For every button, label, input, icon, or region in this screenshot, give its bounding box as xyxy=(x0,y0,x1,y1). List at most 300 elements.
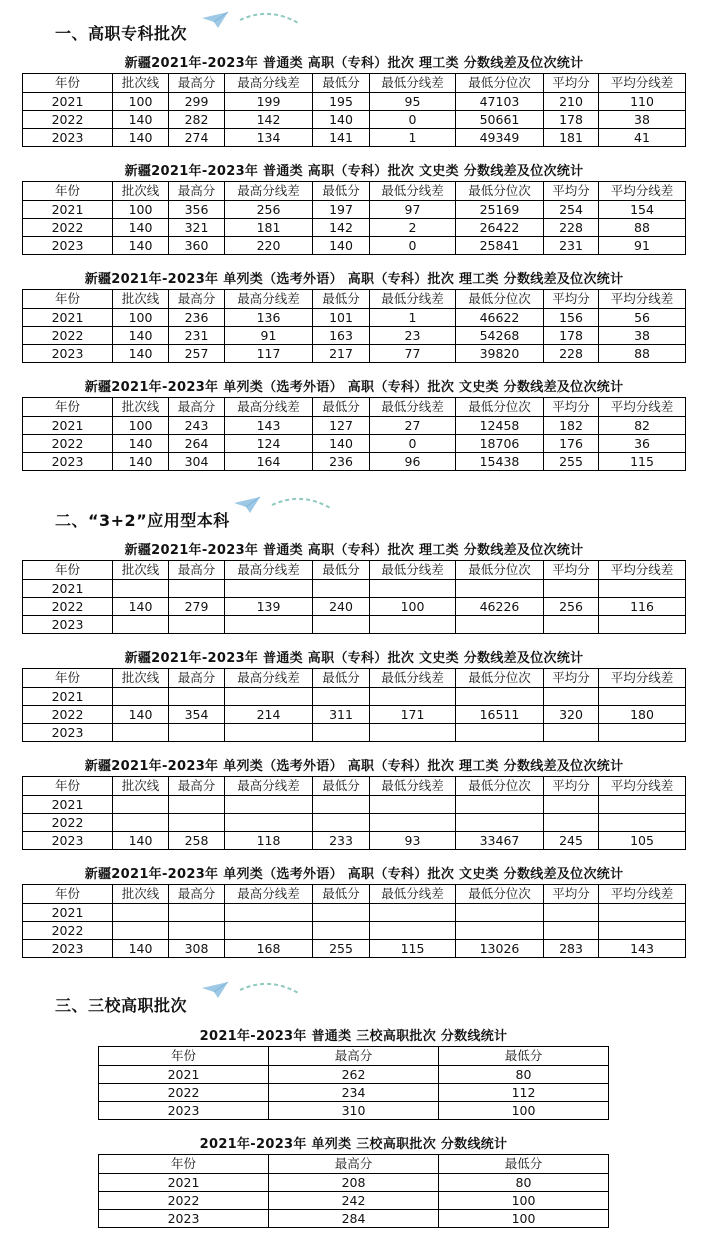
col-header: 平均分线差 xyxy=(599,398,686,417)
table-cell xyxy=(313,904,370,922)
table-cell: 100 xyxy=(113,309,169,327)
table-cell xyxy=(225,796,313,814)
table-cell: 2021 xyxy=(99,1174,269,1192)
table-cell: 156 xyxy=(544,309,599,327)
table-cell: 47103 xyxy=(456,93,544,111)
table-cell: 140 xyxy=(113,706,169,724)
table-cell: 100 xyxy=(113,417,169,435)
table-cell xyxy=(544,724,599,742)
table-cell: 96 xyxy=(370,453,456,471)
table-cell: 46226 xyxy=(456,598,544,616)
table-cell: 2022 xyxy=(23,814,113,832)
table-cell: 2023 xyxy=(23,453,113,471)
col-header: 最低分 xyxy=(313,290,370,309)
table-cell: 2023 xyxy=(23,832,113,850)
table-cell: 49349 xyxy=(456,129,544,147)
table-cell: 2023 xyxy=(23,616,113,634)
table-title: 新疆2021年-2023年 普通类 高职（专科）批次 理工类 分数线差及位次统计 xyxy=(124,56,584,71)
col-header: 平均分线差 xyxy=(599,182,686,201)
table-cell: 255 xyxy=(313,940,370,958)
col-header: 最高分线差 xyxy=(225,777,313,796)
table-cell: 264 xyxy=(169,435,225,453)
col-header: 平均分线差 xyxy=(599,561,686,580)
table-cell: 2022 xyxy=(23,922,113,940)
table-title: 新疆2021年-2023年 普通类 高职（专科）批次 文史类 分数线差及位次统计 xyxy=(124,651,584,666)
table-cell: 242 xyxy=(269,1192,439,1210)
table-cell: 233 xyxy=(313,832,370,850)
table-cell xyxy=(225,724,313,742)
col-header: 批次线 xyxy=(113,182,169,201)
table-cell xyxy=(313,580,370,598)
col-header: 平均分 xyxy=(544,74,599,93)
table-cell: 46622 xyxy=(456,309,544,327)
col-header: 平均分线差 xyxy=(599,290,686,309)
stat-table xyxy=(22,270,686,363)
table-cell: 1 xyxy=(370,309,456,327)
table-row xyxy=(23,922,686,940)
table-cell: 0 xyxy=(370,435,456,453)
table-cell: 282 xyxy=(169,111,225,129)
table-cell: 2022 xyxy=(23,706,113,724)
table-cell: 2021 xyxy=(23,309,113,327)
table-cell: 356 xyxy=(169,201,225,219)
table-cell: 304 xyxy=(169,453,225,471)
col-header: 最高分线差 xyxy=(225,290,313,309)
paper-plane-icon xyxy=(200,978,310,1004)
table-cell xyxy=(313,814,370,832)
col-header: 最低分线差 xyxy=(370,669,456,688)
col-header: 最低分位次 xyxy=(456,669,544,688)
table-row xyxy=(23,327,686,345)
table-cell xyxy=(313,922,370,940)
table-cell: 2021 xyxy=(23,201,113,219)
table-cell: 56 xyxy=(599,309,686,327)
col-header: 平均分 xyxy=(544,561,599,580)
table-cell: 354 xyxy=(169,706,225,724)
table-cell: 164 xyxy=(225,453,313,471)
col-header: 最低分位次 xyxy=(456,561,544,580)
table-cell: 100 xyxy=(439,1192,609,1210)
stat-table xyxy=(22,541,686,634)
col-header: 最高分 xyxy=(269,1155,439,1174)
table-cell xyxy=(313,796,370,814)
table-cell xyxy=(370,814,456,832)
table-cell: 283 xyxy=(544,940,599,958)
table-cell: 214 xyxy=(225,706,313,724)
table-cell: 124 xyxy=(225,435,313,453)
table-row xyxy=(23,796,686,814)
table-title: 新疆2021年-2023年 单列类（选考外语） 高职（专科）批次 理工类 分数线差及位次统计 xyxy=(84,272,624,287)
table-cell: 1 xyxy=(370,129,456,147)
table-cell: 258 xyxy=(169,832,225,850)
col-header: 最低分 xyxy=(439,1155,609,1174)
table-cell: 245 xyxy=(544,832,599,850)
table-cell: 228 xyxy=(544,219,599,237)
table-cell: 2022 xyxy=(23,111,113,129)
table-cell: 136 xyxy=(225,309,313,327)
table-row xyxy=(99,1066,609,1084)
table-cell: 310 xyxy=(269,1102,439,1120)
table-cell xyxy=(456,580,544,598)
table-cell: 254 xyxy=(544,201,599,219)
table-cell: 142 xyxy=(313,219,370,237)
table-cell: 38 xyxy=(599,111,686,129)
col-header: 最低分 xyxy=(313,182,370,201)
table-cell: 140 xyxy=(113,435,169,453)
table-cell xyxy=(370,688,456,706)
table-cell xyxy=(313,724,370,742)
table-cell: 82 xyxy=(599,417,686,435)
stat-table xyxy=(22,865,686,958)
table-cell: 163 xyxy=(313,327,370,345)
table-row xyxy=(99,1192,609,1210)
col-header: 最高分线差 xyxy=(225,561,313,580)
table-cell xyxy=(370,580,456,598)
stat-table xyxy=(22,378,686,471)
table-row xyxy=(23,129,686,147)
table-cell: 36 xyxy=(599,435,686,453)
table-cell xyxy=(544,616,599,634)
col-header: 平均分 xyxy=(544,885,599,904)
table-row xyxy=(23,706,686,724)
table-title: 新疆2021年-2023年 单列类（选考外语） 高职（专科）批次 文史类 分数线差及位次统计 xyxy=(84,867,624,882)
table-cell: 140 xyxy=(113,345,169,363)
table-row xyxy=(23,453,686,471)
table-cell: 140 xyxy=(113,598,169,616)
table-cell: 197 xyxy=(313,201,370,219)
table-cell: 154 xyxy=(599,201,686,219)
table-cell xyxy=(113,616,169,634)
table-cell xyxy=(169,616,225,634)
col-header: 平均分 xyxy=(544,777,599,796)
table-cell: 181 xyxy=(225,219,313,237)
col-header: 最高分 xyxy=(169,290,225,309)
col-header: 最高分 xyxy=(169,182,225,201)
table-cell: 255 xyxy=(544,453,599,471)
table-cell xyxy=(370,724,456,742)
table-cell: 182 xyxy=(544,417,599,435)
table-cell xyxy=(456,796,544,814)
stat-table xyxy=(22,54,686,147)
table-cell: 23 xyxy=(370,327,456,345)
table-cell: 27 xyxy=(370,417,456,435)
col-header: 最高分 xyxy=(169,777,225,796)
table-cell: 256 xyxy=(225,201,313,219)
table-cell: 112 xyxy=(439,1084,609,1102)
table-cell: 243 xyxy=(169,417,225,435)
col-header: 最高分线差 xyxy=(225,182,313,201)
table-cell: 2022 xyxy=(23,327,113,345)
table-cell: 105 xyxy=(599,832,686,850)
table-cell: 231 xyxy=(169,327,225,345)
table-cell xyxy=(225,688,313,706)
col-header: 最低分线差 xyxy=(370,777,456,796)
table-cell xyxy=(313,688,370,706)
table-cell: 210 xyxy=(544,93,599,111)
table-cell: 0 xyxy=(370,111,456,129)
col-header: 最低分 xyxy=(313,74,370,93)
table-cell xyxy=(544,904,599,922)
table-cell: 140 xyxy=(113,832,169,850)
table-cell xyxy=(456,688,544,706)
table-title: 2021年-2023年 单列类 三校高职批次 分数线统计 xyxy=(199,1137,508,1152)
col-header: 平均分 xyxy=(544,669,599,688)
table-title: 新疆2021年-2023年 单列类（选考外语） 高职（专科）批次 理工类 分数线差及位次统计 xyxy=(84,759,624,774)
table-cell: 140 xyxy=(113,237,169,255)
table-cell xyxy=(225,616,313,634)
table-cell: 2022 xyxy=(23,435,113,453)
col-header: 最低分线差 xyxy=(370,561,456,580)
table-cell xyxy=(169,904,225,922)
table-cell: 2022 xyxy=(23,598,113,616)
table-cell xyxy=(370,796,456,814)
table-row xyxy=(23,832,686,850)
table-cell: 308 xyxy=(169,940,225,958)
table-cell xyxy=(113,904,169,922)
table-cell: 115 xyxy=(370,940,456,958)
table-cell: 115 xyxy=(599,453,686,471)
table-cell: 80 xyxy=(439,1174,609,1192)
col-header: 最低分线差 xyxy=(370,182,456,201)
col-header: 年份 xyxy=(23,885,113,904)
table-row xyxy=(23,219,686,237)
table-row xyxy=(23,417,686,435)
table-cell xyxy=(599,922,686,940)
table-cell xyxy=(169,922,225,940)
stat-table xyxy=(22,757,686,850)
table-cell: 140 xyxy=(113,940,169,958)
table-row xyxy=(23,435,686,453)
table-cell: 25841 xyxy=(456,237,544,255)
table-cell: 18706 xyxy=(456,435,544,453)
col-header: 年份 xyxy=(23,182,113,201)
col-header: 最低分位次 xyxy=(456,74,544,93)
table-cell: 2022 xyxy=(99,1084,269,1102)
table-cell: 143 xyxy=(225,417,313,435)
table-cell xyxy=(113,814,169,832)
col-header: 最高分线差 xyxy=(225,398,313,417)
col-header: 平均分 xyxy=(544,398,599,417)
table-cell: 236 xyxy=(313,453,370,471)
table-cell xyxy=(544,814,599,832)
table-cell: 217 xyxy=(313,345,370,363)
col-header: 平均分 xyxy=(544,290,599,309)
col-header: 年份 xyxy=(23,74,113,93)
table-cell: 168 xyxy=(225,940,313,958)
table-cell: 299 xyxy=(169,93,225,111)
col-header: 批次线 xyxy=(113,398,169,417)
table-row xyxy=(23,309,686,327)
table-cell xyxy=(544,796,599,814)
table-cell xyxy=(599,688,686,706)
table-cell: 279 xyxy=(169,598,225,616)
stat-table xyxy=(22,649,686,742)
table-cell: 360 xyxy=(169,237,225,255)
table-cell: 110 xyxy=(599,93,686,111)
table-cell: 139 xyxy=(225,598,313,616)
table-cell: 2023 xyxy=(99,1102,269,1120)
table-row xyxy=(23,111,686,129)
table-cell: 176 xyxy=(544,435,599,453)
section-heading-3: 三、三校高职批次 xyxy=(55,996,188,1015)
table-cell: 140 xyxy=(113,129,169,147)
table-cell: 41 xyxy=(599,129,686,147)
table-cell: 2022 xyxy=(23,219,113,237)
col-header: 最高分 xyxy=(169,669,225,688)
table-cell: 274 xyxy=(169,129,225,147)
table-row xyxy=(23,814,686,832)
table-row xyxy=(23,345,686,363)
table-cell xyxy=(456,814,544,832)
table-cell: 284 xyxy=(269,1210,439,1228)
table-cell: 100 xyxy=(113,201,169,219)
table-cell xyxy=(599,724,686,742)
table-cell: 88 xyxy=(599,219,686,237)
table-cell: 140 xyxy=(113,453,169,471)
table-cell: 171 xyxy=(370,706,456,724)
col-header: 年份 xyxy=(99,1047,269,1066)
table-row xyxy=(23,598,686,616)
col-header: 年份 xyxy=(23,561,113,580)
table-cell xyxy=(113,688,169,706)
col-header: 平均分线差 xyxy=(599,74,686,93)
table-cell xyxy=(456,616,544,634)
col-header: 批次线 xyxy=(113,669,169,688)
table-cell: 2021 xyxy=(23,93,113,111)
table-cell xyxy=(370,904,456,922)
col-header: 最低分位次 xyxy=(456,885,544,904)
table-row xyxy=(23,616,686,634)
table-cell xyxy=(456,922,544,940)
col-header: 最低分线差 xyxy=(370,398,456,417)
table-cell xyxy=(599,814,686,832)
col-header: 平均分线差 xyxy=(599,669,686,688)
col-header: 批次线 xyxy=(113,74,169,93)
table-cell xyxy=(225,922,313,940)
table-cell: 141 xyxy=(313,129,370,147)
section-heading-2: 二、“3+2”应用型本科 xyxy=(55,511,230,530)
table-cell: 38 xyxy=(599,327,686,345)
table-cell xyxy=(599,580,686,598)
table-cell: 13026 xyxy=(456,940,544,958)
table-cell xyxy=(113,796,169,814)
col-header: 批次线 xyxy=(113,290,169,309)
col-header: 最高分线差 xyxy=(225,669,313,688)
table-cell: 231 xyxy=(544,237,599,255)
col-header: 最低分位次 xyxy=(456,290,544,309)
table-cell: 140 xyxy=(313,435,370,453)
table-cell: 178 xyxy=(544,327,599,345)
col-header: 最低分线差 xyxy=(370,885,456,904)
table-cell xyxy=(370,616,456,634)
table-cell: 88 xyxy=(599,345,686,363)
table-cell: 39820 xyxy=(456,345,544,363)
col-header: 最低分位次 xyxy=(456,182,544,201)
col-header: 最高分 xyxy=(169,561,225,580)
table-cell xyxy=(169,688,225,706)
stat-table xyxy=(98,1027,609,1120)
table-row xyxy=(99,1102,609,1120)
table-cell xyxy=(544,688,599,706)
table-row xyxy=(23,237,686,255)
col-header: 批次线 xyxy=(113,885,169,904)
table-cell: 142 xyxy=(225,111,313,129)
col-header: 最低分 xyxy=(439,1047,609,1066)
table-cell: 2023 xyxy=(23,129,113,147)
table-cell xyxy=(169,796,225,814)
table-cell xyxy=(544,580,599,598)
table-row xyxy=(23,201,686,219)
table-cell: 25169 xyxy=(456,201,544,219)
table-cell: 101 xyxy=(313,309,370,327)
col-header: 年份 xyxy=(23,777,113,796)
table-row xyxy=(23,940,686,958)
table-cell: 50661 xyxy=(456,111,544,129)
col-header: 最低分 xyxy=(313,669,370,688)
table-cell xyxy=(169,724,225,742)
col-header: 年份 xyxy=(23,398,113,417)
table-cell: 2021 xyxy=(99,1066,269,1084)
stat-table xyxy=(98,1135,609,1228)
table-title: 新疆2021年-2023年 普通类 高职（专科）批次 文史类 分数线差及位次统计 xyxy=(124,164,584,179)
col-header: 最高分 xyxy=(169,74,225,93)
col-header: 平均分线差 xyxy=(599,885,686,904)
table-cell: 262 xyxy=(269,1066,439,1084)
table-cell: 228 xyxy=(544,345,599,363)
col-header: 最低分位次 xyxy=(456,398,544,417)
table-cell: 181 xyxy=(544,129,599,147)
table-cell: 91 xyxy=(599,237,686,255)
table-cell: 311 xyxy=(313,706,370,724)
table-cell: 257 xyxy=(169,345,225,363)
table-row xyxy=(99,1084,609,1102)
table-cell: 320 xyxy=(544,706,599,724)
table-cell: 195 xyxy=(313,93,370,111)
stat-table xyxy=(22,162,686,255)
table-cell: 2023 xyxy=(99,1210,269,1228)
table-cell xyxy=(599,616,686,634)
table-cell xyxy=(169,814,225,832)
table-cell: 234 xyxy=(269,1084,439,1102)
col-header: 最低分 xyxy=(313,885,370,904)
table-cell: 93 xyxy=(370,832,456,850)
table-cell: 80 xyxy=(439,1066,609,1084)
table-row xyxy=(23,904,686,922)
paper-plane-icon xyxy=(200,8,310,34)
table-cell: 95 xyxy=(370,93,456,111)
table-cell xyxy=(113,580,169,598)
table-cell xyxy=(599,904,686,922)
table-cell: 54268 xyxy=(456,327,544,345)
table-cell: 100 xyxy=(439,1102,609,1120)
table-cell xyxy=(225,814,313,832)
table-cell: 117 xyxy=(225,345,313,363)
table-cell: 199 xyxy=(225,93,313,111)
table-title: 新疆2021年-2023年 普通类 高职（专科）批次 理工类 分数线差及位次统计 xyxy=(124,543,584,558)
col-header: 最高分 xyxy=(169,885,225,904)
table-cell xyxy=(313,616,370,634)
table-cell: 97 xyxy=(370,201,456,219)
table-cell: 256 xyxy=(544,598,599,616)
col-header: 最低分线差 xyxy=(370,74,456,93)
table-cell: 2021 xyxy=(23,796,113,814)
table-cell: 2022 xyxy=(99,1192,269,1210)
table-cell: 240 xyxy=(313,598,370,616)
col-header: 年份 xyxy=(23,290,113,309)
col-header: 最低分线差 xyxy=(370,290,456,309)
table-cell: 178 xyxy=(544,111,599,129)
table-cell: 140 xyxy=(113,327,169,345)
